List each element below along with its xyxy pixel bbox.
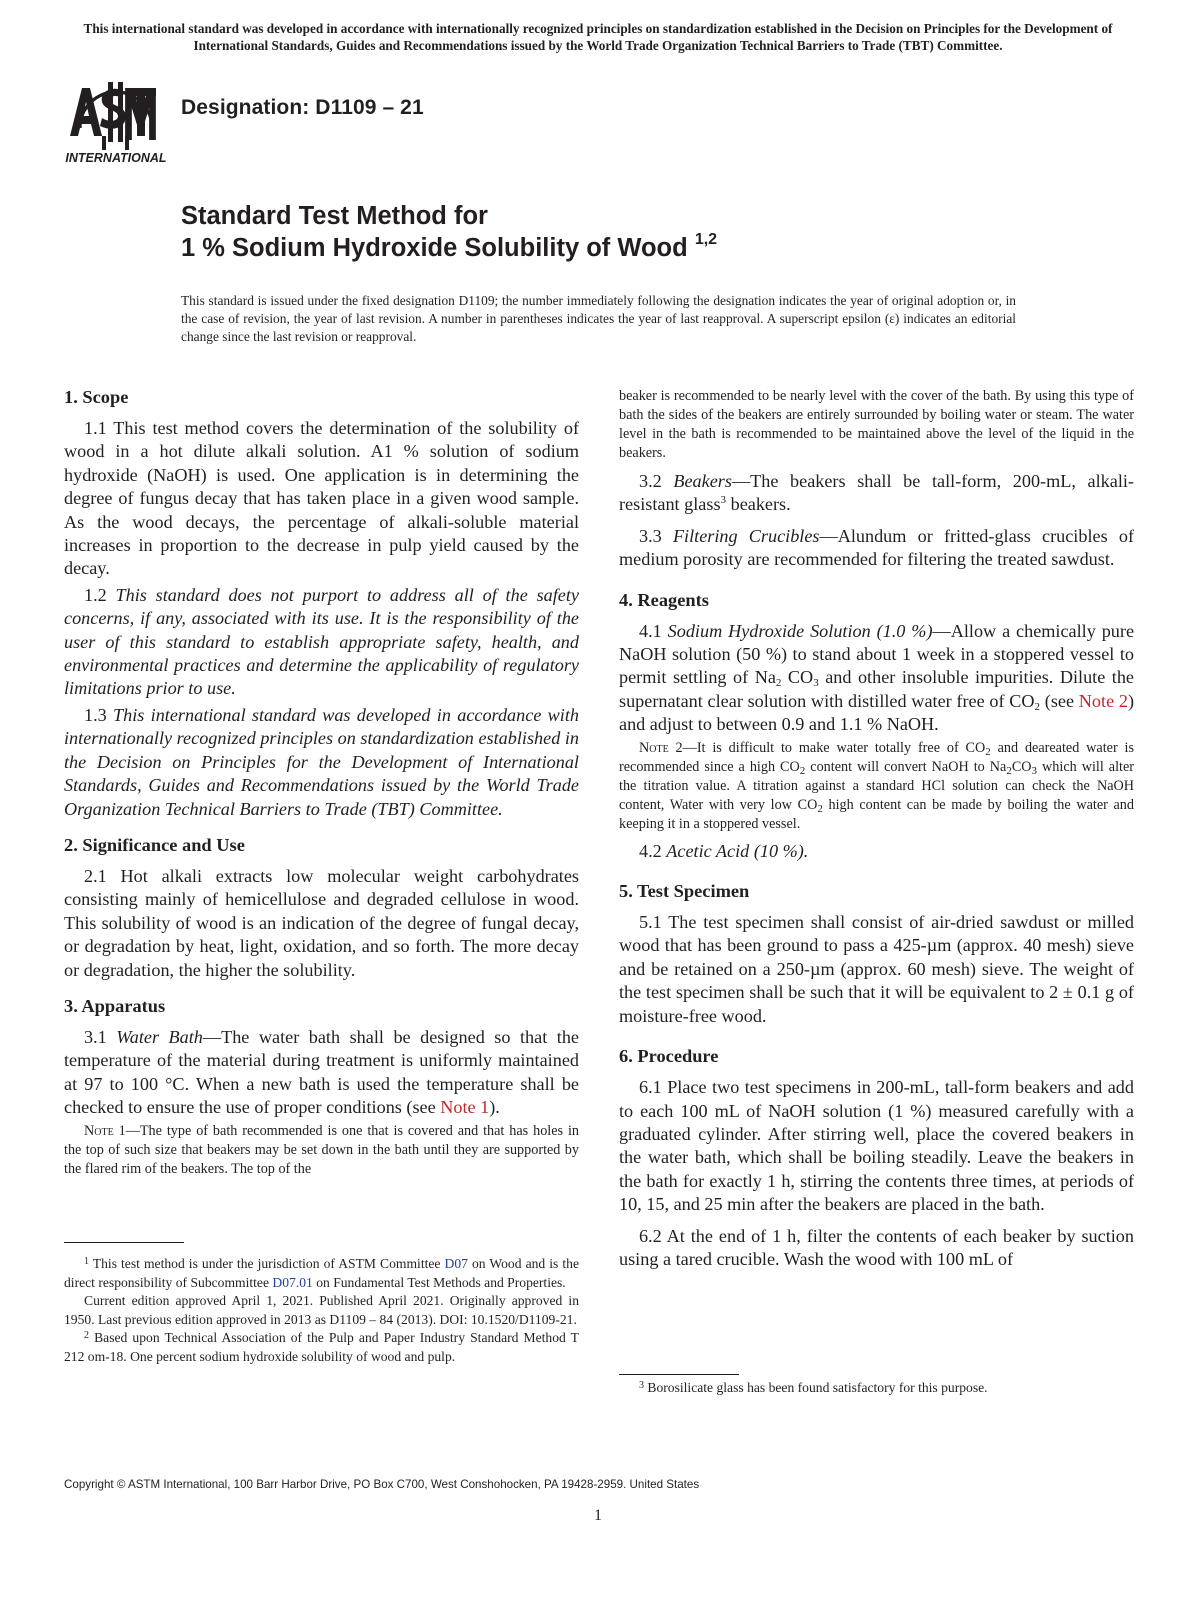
paragraph-1-1: 1.1 This test method covers the determination of the solubility of wood in a hot dilute alkali solution. A1 % solution of sodium hydroxide (NaOH) is used. One application is in determining the degree of fungus decay that has taken place in a given wood sample. As the wood decays, the percentage of alkali-soluble material increases in proportion to the decrease in pulp yield caused by the decay. [64, 418, 579, 579]
section-heading-apparatus: 3. Apparatus [64, 995, 166, 1016]
paragraph-4-2: 4.2 Acetic Acid (10 %). [639, 840, 809, 861]
paragraph-1-3: 1.3 This international standard was developed in accordance with internationally recognized principles on standardization established in the Decision on Principles for the Development of International Standards, Guides and Recommendations issued by the World Trade Organization Technical Barriers to Trade (TBT) Committee. [64, 704, 580, 819]
section-heading-reagents: 4. Reagents [619, 589, 709, 610]
footnote-rule [64, 1242, 184, 1243]
footnote-rule [619, 1374, 739, 1375]
paragraph-6-1: 6.1 Place two test specimens in 200-mL, tall-form beakers and add to each 100 mL of NaOH solution (1 %) measured carefully with a graduated cylinder. After stirring well, place the covered beakers in the water bath, which shall be boiling steadily. Leave the beakers in the bath for exactly 1 h, stirring the contents three times, at periods of 10, 15, and 25 min after the beakers are placed in the bath. [619, 1077, 1134, 1215]
paragraph-4-1: 4.1 Sodium Hydroxide Solution (1.0 %)—Allow a chemically pure NaOH solution (50 %) to stand about 1 week in a stoppered vessel to permit settling of $Na_2$ $CO_3$ and other insoluble impurities. Dilute the supernatant clear solution with distilled water free of $CO_2$ (see Note 2) and adjust to between 0.9 and 1.1 % NaOH. [619, 620, 1135, 735]
footnote-1-edition: Current edition approved April 1, 2021. Published April 2021. Originally approved in 1950. Last previous edition approved in 2013 as D1109 – 84 (2013). DOI: 10.1520/D1109-21. [64, 1293, 579, 1327]
issue-note: This standard is issued under the fixed designation D1109; the number immediately following the designation indicates the year of original adoption or, in the case of revision, the year of last revision. A number in parentheses indicates the year of last reapproval. A superscript epsilon (ε) indicates an editorial change since the last revision or reapproval. [181, 293, 1016, 344]
title-main: 1 % Sodium Hydroxide Solubility of Wood [181, 234, 688, 262]
right-footnotes [619, 1374, 1134, 1398]
footnote-3: $^3$ Borosilicate glass has been found satisfactory for this purpose. [639, 1380, 988, 1395]
title-block [181, 200, 1081, 264]
page-number: 1 [594, 1507, 602, 1524]
paragraph-3-1: 3.1 Water Bath—The water bath shall be designed so that the temperature of the material during treatment is uniformly maintained at 97 to 100 °C. When a new bath is used the temperature shall be checked to ensure the use of proper conditions (see Note 1). [64, 1026, 579, 1118]
title-line-1: Standard Test Method for [181, 202, 488, 230]
top-notice: This international standard was developed in accordance with internationally recognized principles on standardization established in the Decision on Principles for the Development of International Standards, Guides and Recommendations issued by the World Trade Organization Technical Barriers to Trade (TBT) Committee. [83, 21, 1113, 53]
right-column [619, 387, 1134, 1271]
paragraph-1-2: 1.2 This standard does not purport to address all of the safety concerns, if any, associated with its use. It is the responsibility of the user of this standard to establish appropriate safety, health, and environmental practices and determine the applicability of regulatory limitations prior to use. [64, 584, 579, 699]
left-footnotes [64, 1242, 579, 1367]
logo-subtext: INTERNATIONAL [65, 151, 167, 165]
note-2: Note 2—It is difficult to make water totally free of $CO_2$ and deareated water is recommended since a high $CO_2$ content will convert NaOH to $Na_2CO_3$ which will alter the titration value. A titration against a standard HCl solution can check the NaOH content, Water with very low $CO_2$ high content can be made by boiling the water and keeping it in a stoppered vessel. [619, 739, 1134, 832]
title-superscript: 1,2 [694, 231, 718, 248]
section-heading-procedure: 6. Procedure [619, 1046, 719, 1067]
designation: Designation: D1109 – 21 [181, 96, 424, 119]
astm-logo [62, 70, 170, 166]
note-1: Note 1—The type of bath recommended is one that is covered and that has holes in the top of such size that beakers may be set down in the bath until they are supported by the flared rim of the beakers. The top of the [64, 1122, 580, 1177]
copyright: Copyright © ASTM International, 100 Barr Harbor Drive, PO Box C700, West Conshohocken, PA 19428-2959. United States [64, 1478, 700, 1491]
note-2-link[interactable]: Note 2 [1078, 690, 1128, 711]
footnote-2: $^2$ Based upon Technical Association of the Pulp and Paper Industry Standard Method T 212 om-18. One percent sodium hydroxide solubility of wood and pulp. [64, 1330, 579, 1364]
left-column [64, 386, 579, 1179]
footnote-1: $^1$ This test method is under the jurisdiction of ASTM Committee D07 on Wood and is the direct responsibility of Subcommittee D07.01 on Fundamental Test Methods and Properties. [64, 1256, 579, 1290]
note-1-continued: beaker is recommended to be nearly level with the cover of the bath. By using this type of bath the sides of the beakers are entirely surrounded by boiling water or steam. The water level in the bath is recommended to be maintained above the level of the liquid in the beakers. [619, 388, 1134, 461]
paragraph-5-1: 5.1 The test specimen shall consist of air-dried sawdust or milled wood that has been ground to pass a 425-µm (approx. 40 mesh) sieve and be retained on a 250-µm (approx. 60 mesh) sieve. The weight of the test specimen shall be such that it will be equivalent to 2 ± 0.1 g of moisture-free wood. [619, 912, 1134, 1026]
subcommittee-d07-01-link[interactable]: D07.01 [272, 1274, 313, 1290]
paragraph-3-2: 3.2 Beakers—The beakers shall be tall-form, 200-mL, alkali-resistant glass$^3$ beakers. [619, 471, 1134, 515]
title-line-2 [181, 232, 1081, 264]
paragraph-6-2: 6.2 At the end of 1 h, filter the contents of each beaker by suction using a tared crucible. Wash the wood with 100 mL of [619, 1225, 1134, 1269]
paragraph-2-1: 2.1 Hot alkali extracts low molecular weight carbohydrates consisting mainly of hemicellulose and degraded cellulose in wood. This solubility of wood is an indication of the degree of fungal decay, or degradation by heat, light, oxidation, and so forth. The more decay or degradation, the higher the solubility. [64, 865, 579, 980]
paragraph-3-3: 3.3 Filtering Crucibles—Alundum or fritted-glass crucibles of medium porosity are recommended for filtering the treated sawdust. [619, 525, 1134, 570]
section-heading-test-specimen: 5. Test Specimen [619, 881, 750, 902]
astm-logo-icon [62, 70, 170, 166]
section-heading-significance: 2. Significance and Use [64, 834, 245, 855]
committee-d07-link[interactable]: D07 [444, 1256, 468, 1271]
note-1-link[interactable]: Note 1 [440, 1097, 490, 1118]
section-heading-scope: 1. Scope [64, 387, 129, 407]
